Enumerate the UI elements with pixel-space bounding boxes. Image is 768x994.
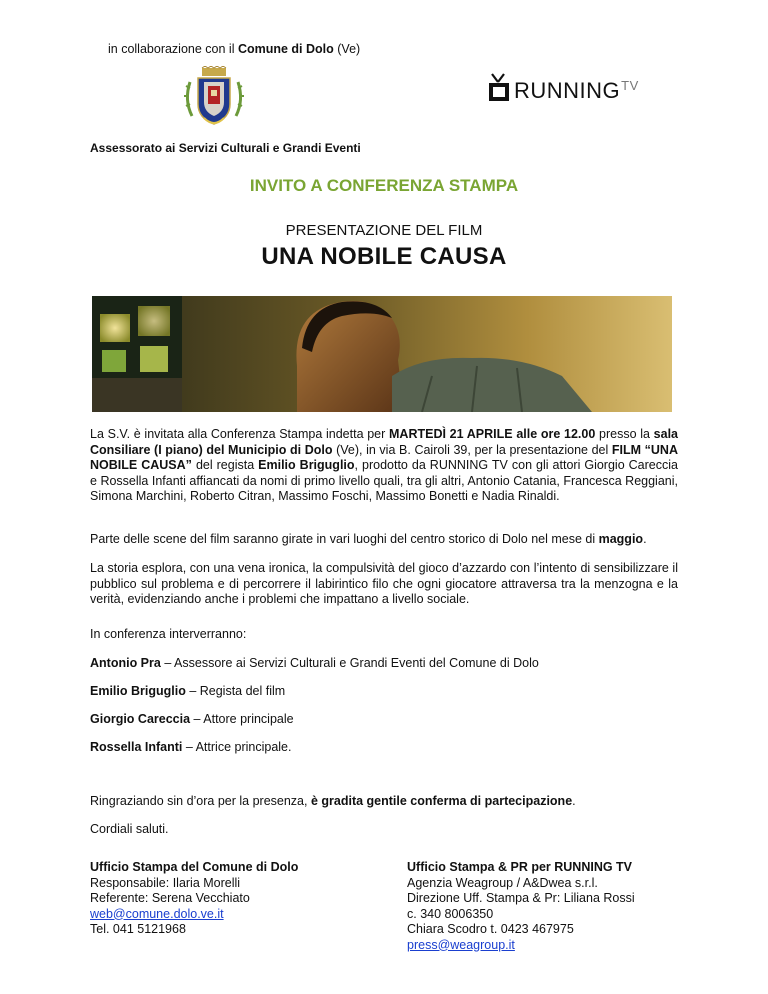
filming-paragraph: Parte delle scene del film saranno girate in vari luoghi del centro storico di Dolo nel mese di maggio. (90, 532, 647, 546)
story-paragraph: La storia esplora, con una vena ironica, la compulsività del gioco d’azzardo con l’intento di sensibilizzare il pubblico sul problema e di percorrere il labirintico filo che ogni giocatore attraversa tra la menzogna e la verità, evidenziando anche i problemi che impattano a livello sociale. (90, 561, 678, 606)
presentation-subheading: PRESENTAZIONE DEL FILM (285, 222, 483, 239)
speakers-intro: In conferenza interverranno: (90, 627, 247, 641)
email-link-comune[interactable]: web@comune.dolo.ve.it (90, 906, 224, 921)
contact-title: Ufficio Stampa & PR per RUNNING TV (407, 860, 633, 874)
thanks-line: Ringraziando sin d’ora per la presenza, è gradita gentile conferma di partecipazione. (90, 794, 576, 808)
contact-title: Ufficio Stampa del Comune di Dolo (90, 860, 299, 874)
contact-block-comune: Ufficio Stampa del Comune di Dolo Responsabile: Ilaria Morelli Referente: Serena Vecchiato web@comune.dolo.ve.it Tel. 041 5121968 (90, 860, 299, 936)
speaker-item: Rossella Infanti – Attrice principale. (90, 740, 292, 754)
speaker-item: Giorgio Careccia – Attore principale (90, 712, 294, 726)
contact-block-running-tv: Ufficio Stampa & PR per RUNNING TV Agenzia Weagroup / A&Dwea s.r.l. Direzione Uff. Stampa & Pr: Liliana Rossi c. 340 8006350 Chiara Scodro t. 0423 467975 press@weagroup.it (407, 860, 635, 952)
closing-line: Cordiali saluti. (90, 822, 169, 836)
speaker-item: Antonio Pra – Assessore ai Servizi Culturali e Grandi Eventi del Comune di Dolo (90, 656, 539, 670)
film-title: UNA NOBILE CAUSA (261, 243, 507, 270)
department-name: Assessorato ai Servizi Culturali e Grandi Eventi (90, 141, 361, 155)
collaboration-line: in collaborazione con il Comune di Dolo (Ve) (108, 42, 361, 56)
municipal-crest-icon (182, 66, 246, 132)
film-still-image (92, 296, 672, 412)
comune-name: Comune di Dolo (237, 42, 334, 56)
running-tv-logo-icon (486, 72, 512, 104)
speaker-item: Emilio Briguglio – Regista del film (90, 684, 286, 698)
email-link-weagroup[interactable]: press@weagroup.it (407, 937, 515, 952)
invite-heading: INVITO A CONFERENZA STAMPA (249, 176, 519, 195)
invitation-paragraph: La S.V. è invitata alla Conferenza Stampa indetta per MARTEDÌ 21 APRILE alle ore 12.00 presso la sala Consiliare (I piano) del Municipio di Dolo (Ve), in via B. Cairoli 39, per la presentazione del FILM “UNA NOBILE CAUSA” del regista Emilio Briguglio, prodotto da RUNNING TV con gli attori Giorgio Careccia e Rossella Infanti affiancati da nomi di primo livello quali, tra gli altri, Antonio Catania, Francesca Reggiani, Simona Marchini, Roberto Citran, Massimo Foschi, Massimo Bonetti e Nadia Rinaldi. (90, 427, 679, 503)
